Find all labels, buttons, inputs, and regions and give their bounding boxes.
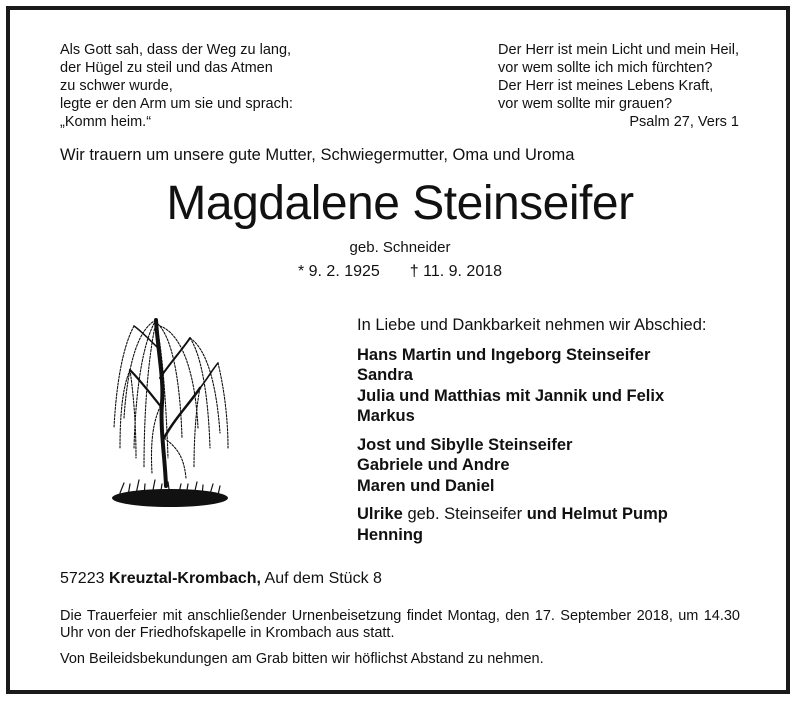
psalm-line: vor wem sollte ich mich fürchten?: [498, 60, 713, 76]
address-town: Kreuztal-Krombach,: [108, 570, 261, 587]
mourner-line: Henning: [357, 525, 423, 544]
mourner-line: Markus: [357, 407, 415, 425]
mourner-line: Maren und Daniel: [357, 476, 495, 495]
psalm-line: vor wem sollte mir grauen?: [498, 96, 673, 112]
poem-left: [60, 41, 293, 131]
address-zip: 57223: [60, 570, 109, 587]
poem-line: Als Gott sah, dass der Weg zu lang,: [60, 42, 292, 58]
mourner-rest: und Helmut Pump: [526, 505, 668, 523]
psalm-line: Der Herr ist meines Lebens Kraft,: [498, 78, 714, 94]
intro-line: Wir trauern um unsere gute Mutter, Schwiegermutter, Oma und Uroma: [60, 146, 575, 164]
poem-line: zu schwer wurde,: [60, 78, 173, 94]
weeping-willow-icon: [100, 308, 245, 518]
service-info: Die Trauerfeier mit anschließender Urnenbeisetzung findet Montag, den 17. September 2018, um 14.30 Uhr von der Friedhofskapelle in Krombach aus statt.: [60, 608, 740, 641]
mourners-block: [357, 315, 706, 553]
mourner-line: Gabriele und Andre: [357, 456, 510, 474]
mourner-line: Jost und Sibylle Steinseifer: [357, 435, 573, 454]
address-line: [60, 570, 382, 588]
mourner-line: Sandra: [357, 366, 413, 384]
mourners-lead: In Liebe und Dankbarkeit nehmen wir Abschied:: [357, 316, 707, 334]
mourner-line: Julia und Matthias mit Jannik und Felix: [357, 386, 665, 405]
mourner-nee: geb. Steinseifer: [402, 505, 527, 523]
deceased-name: Magdalene Steinseifer: [166, 177, 634, 230]
mourner-group: [357, 504, 706, 545]
life-dates: [0, 263, 800, 281]
mourner-line: Hans Martin und Ingeborg Steinseifer: [357, 345, 651, 364]
death-date: † 11. 9. 2018: [409, 263, 503, 280]
poem-line: legte er den Arm um sie und sprach:: [60, 96, 293, 112]
poem-line: „Komm heim.“: [60, 114, 152, 130]
mourner-group: [357, 345, 706, 427]
mourner-group: [357, 435, 706, 497]
condolence-note: Von Beileidsbekundungen am Grab bitten wir höflichst Abstand zu nehmen.: [60, 651, 544, 667]
poem-line: der Hügel zu steil und das Atmen: [60, 60, 273, 76]
psalm-line: Der Herr ist mein Licht und mein Heil,: [498, 42, 739, 58]
mourner-first: Ulrike: [357, 505, 403, 523]
psalm-citation: Psalm 27, Vers 1: [629, 114, 739, 130]
address-street: Auf dem Stück 8: [260, 570, 382, 587]
maiden-name: geb. Schneider: [349, 239, 451, 256]
birth-date: * 9. 2. 1925: [297, 263, 380, 280]
poem-right: [498, 41, 739, 131]
mourner-line: [357, 504, 706, 525]
